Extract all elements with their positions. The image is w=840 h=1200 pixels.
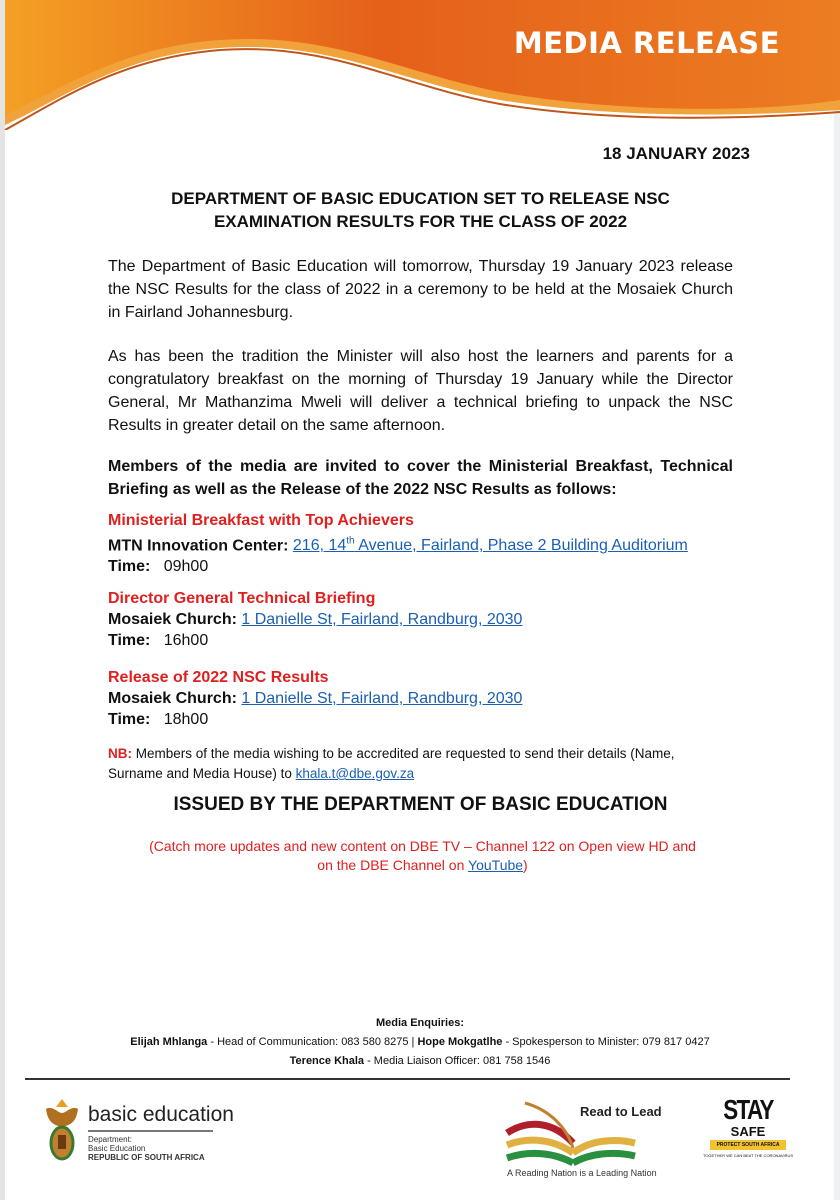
release-title [108,187,733,233]
dbe-name: basic education [88,1103,234,1126]
catch-text: (Catch more updates and new content on DBE TV – Channel 122 on Open view HD and on the DBE Channel on [149,838,696,873]
orange-wave [0,0,840,130]
event-breakfast [108,510,688,577]
event-address-link[interactable]: 1 Danielle St, Fairland, Randburg, 2030 [241,690,523,707]
stay-text: STAY [723,1094,773,1125]
protect-text: PROTECT SOUTH AFRICA [710,1140,786,1150]
time-label: Time: [108,558,151,576]
event-venue: Mosaiek Church: [108,611,237,628]
invitation-paragraph: Members of the media are invited to cover the Ministerial Breakfast, Technical Briefing as well as the Release of the 2022 NSC Results as follows: [108,458,733,498]
event-results-release [108,667,522,730]
dbe-rule [88,1130,213,1132]
contact-role: - Head of Communication: 083 580 8275 | [207,1036,418,1048]
event-venue: MTN Innovation Center: [108,537,289,555]
event-technical-briefing [108,588,522,651]
event-heading: Director General Technical Briefing [108,590,376,607]
catch-updates-note [140,837,705,875]
contact-name: Hope Mokgatlhe [417,1036,503,1048]
event-heading: Ministerial Breakfast with Top Achievers [108,512,414,529]
rtl-title: Read to Lead [580,1104,662,1119]
time-label: Time: [108,711,151,728]
header-banner [0,0,840,130]
contact-role: - Media Liaison Officer: 081 758 1546 [364,1055,551,1067]
footer-divider [25,1078,790,1080]
email-link[interactable]: khala.t@dbe.gov.za [295,766,415,781]
catch-end: ) [523,857,528,873]
event-time: 16h00 [163,632,209,649]
title-line: DEPARTMENT OF BASIC EDUCATION SET TO RELEASE NSC [171,189,670,208]
together-text: TOGETHER WE CAN BEAT THE CORONAVIRUS [702,1153,794,1158]
page-edge [0,0,5,1200]
dbe-subtitle: Department: Basic Education REPUBLIC OF SOUTH AFRICA [88,1135,205,1162]
dbe-logo [42,1095,242,1175]
contact-name: Elijah Mhlanga [130,1036,208,1048]
release-date: 18 JANUARY 2023 [602,144,750,163]
event-heading: Release of 2022 NSC Results [108,669,329,686]
paragraph-1: The Department of Basic Education will tomorrow, Thursday 19 January 2023 release the NSC Results for the class of 2022 in a ceremony to be held at the Mosaiek Church in Fairland Johannesburg. [108,258,733,321]
nb-note [108,744,733,784]
contact-role: - Spokesperson to Minister: 079 817 0427 [502,1036,710,1048]
issued-by: ISSUED BY THE DEPARTMENT OF BASIC EDUCATION [173,794,668,815]
coat-of-arms-icon [42,1095,82,1167]
paragraph-2: As has been the tradition the Minister will also host the learners and parents for a congratulatory breakfast on the morning of Thursday 19 January while the Director General, Mr Mathanzima Mweli will deliver a technical briefing to unpack the NSC Results in greater detail on the same afternoon. [108,348,733,434]
safe-text: SAFE [730,1124,766,1139]
event-time: 18h00 [163,711,209,728]
media-enquiries [60,1014,780,1071]
event-address-link[interactable]: 1 Danielle St, Fairland, Randburg, 2030 [241,611,523,628]
banner-title: MEDIA RELEASE [513,26,780,60]
event-time: 09h00 [163,558,209,576]
read-to-lead-logo [505,1098,665,1178]
page-edge-right [834,0,840,1200]
youtube-link[interactable]: YouTube [468,857,524,873]
stay-safe-logo [698,1096,798,1181]
nb-text: Members of the media wishing to be accredited are requested to send their details (Name, Surname and Media House) to [108,746,675,781]
title-line: EXAMINATION RESULTS FOR THE CLASS OF 2022 [213,212,628,231]
time-label: Time: [108,632,151,649]
enquiries-heading: Media Enquiries: [375,1017,465,1029]
contact-name: Terence Khala [289,1055,365,1067]
event-address-link[interactable]: 216, 14th Avenue, Fairland, Phase 2 Building Auditorium [292,536,688,555]
nb-label: NB: [108,746,132,761]
rtl-tagline: A Reading Nation is a Leading Nation [507,1168,657,1178]
event-venue: Mosaiek Church: [108,690,237,707]
